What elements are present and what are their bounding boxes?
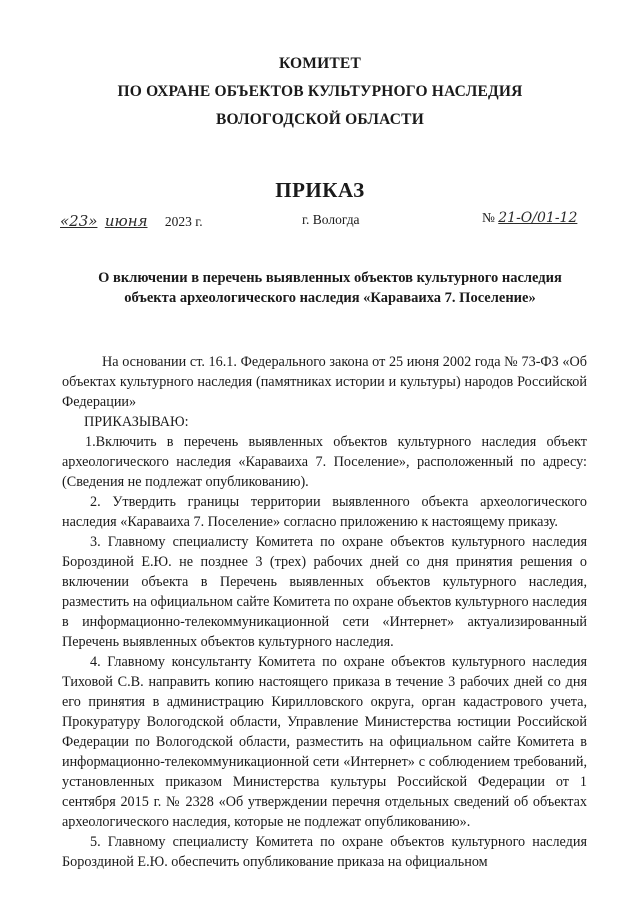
committee-line-3: ВОЛОГОДСКОЙ ОБЛАСТИ: [216, 111, 424, 128]
date-year: 2023 г.: [164, 214, 203, 229]
number-value: 21-О/01-12: [498, 210, 578, 226]
document-date: [60, 212, 203, 230]
document-subject: [60, 268, 600, 308]
document-body: [62, 352, 587, 872]
item-5: 5. Главному специалисту Комитета по охране объектов культурного наследия Бороздиной Е.Ю. обеспечить опубликование приказа на официальном: [62, 834, 587, 870]
item-4: 4. Главному консультанту Комитета по охране объектов культурного наследия Тиховой С.В. направить копию настоящего приказа в течение 3 рабочих дней со дня его принятия в администрацию Кирилловского округа, орган кадастрового учета, Прокуратуру Вологодской области, Управление Министерства юстиции Российской Федерации по Вологодской области, разместить на официальном сайте Комитета в информационно-телекоммуникационной сети «Интернет» с соблюдением требований, установленных приказом Министерства культуры Российской Федерации от 1 сентября 2015 г. № 2328 «Об утверждении перечня отдельных сведений об объектах археологического наследия, которые не подлежат опубликованию».: [62, 654, 587, 830]
committee-line-2: ПО ОХРАНЕ ОБЪЕКТОВ КУЛЬТУРНОГО НАСЛЕДИЯ: [117, 83, 523, 100]
item-3: 3. Главному специалисту Комитета по охране объектов культурного наследия Бороздиной Е.Ю. не позднее 3 (трех) рабочих дней со дня принятия решения о включении объекта в Перечень выявленных объектов культурного наследия, разместить на официальном сайте Комитета по охране объектов культурного наследия в информационно-телекоммуникационной сети «Интернет» актуализированный Перечень выявленных объектов культурного наследия.: [62, 534, 587, 650]
item-1: 1.Включить в перечень выявленных объектов культурного наследия объект археологического наследия «Караваиха 7. Поселение», расположенный по адресу: (Сведения не подлежат опубликованию).: [62, 434, 587, 490]
document-city: г. Вологда: [302, 212, 360, 227]
document-number: [482, 210, 577, 226]
number-prefix: №: [482, 210, 495, 225]
committee-line-1: КОМИТЕТ: [278, 55, 361, 72]
subject-line-1: О включении в перечень выявленных объектов культурного наследия: [98, 270, 562, 286]
date-day: «23»: [60, 212, 98, 230]
document-title: ПРИКАЗ: [275, 178, 365, 202]
item-2: 2. Утвердить границы территории выявленного объекта археологического наследия «Караваиха 7. Поселение» согласно приложению к настоящему приказу.: [62, 494, 587, 530]
subject-line-2: объекта археологического наследия «Караваиха 7. Поселение»: [124, 290, 536, 306]
date-month: июня: [104, 212, 148, 230]
intro-paragraph: На основании ст. 16.1. Федерального закона от 25 июня 2002 года № 73-ФЗ «Об объектах культурного наследия (памятниках истории и культуры) народов Российской Федерации»: [62, 354, 587, 410]
order-word: ПРИКАЗЫВАЮ:: [84, 414, 189, 430]
